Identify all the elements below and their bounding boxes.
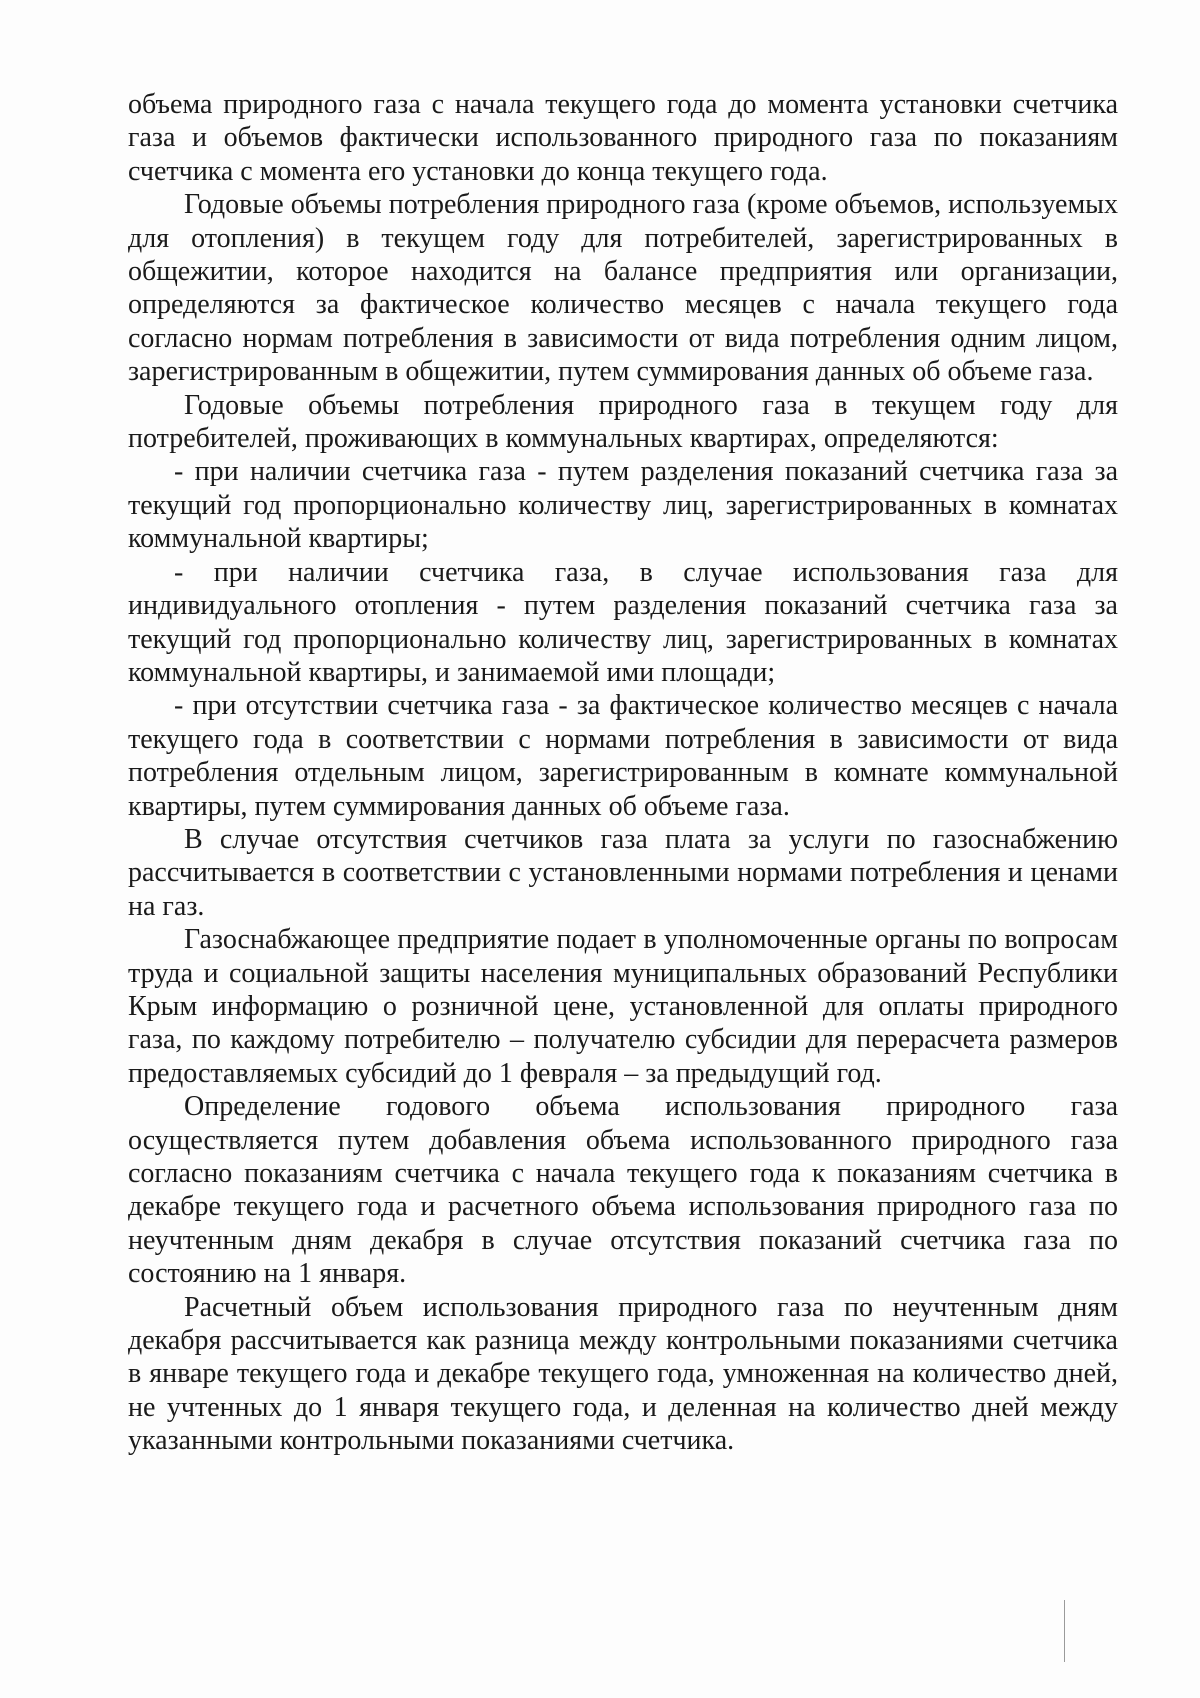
scan-artifact-line <box>1064 1600 1065 1662</box>
list-item-meter: - при наличии счетчика газа - путем разделения показаний счетчика газа за текущий год пропорционально количеству лиц, зарегистрированных в комнатах коммунальной квартиры; <box>128 456 1118 555</box>
paragraph-calculated-volume: Расчетный объем использования природного газа по неучтенным дням декабря рассчитывается как разница между контрольными показаниями счетчика в январе текущего года и декабре текущего года, умноженная на количество дней, не учтенных до 1 января текущего года, и деленная на количество дней между указанными контрольными показаниями счетчика. <box>128 1291 1118 1457</box>
paragraph-dormitory: Годовые объемы потребления природного газа (кроме объемов, используемых для отопления) в текущем году для потребителей, зарегистрированных в общежитии, которое находится на балансе предприятия или организации, определяются за фактическое количество месяцев с начала текущего года согласно нормам потребления в зависимости от вида потребления одним лицом, зарегистрированным в общежитии, путем суммирования данных об объеме газа. <box>128 189 1118 388</box>
paragraph-supplier-info: Газоснабжающее предприятие подает в уполномоченные органы по вопросам труда и социальной защиты населения муниципальных образований Республики Крым информацию о розничной цене, установленной для оплаты природного газа, по каждому потребителю – получателю субсидии для перерасчета размеров предоставляемых субсидий до 1 февраля – за предыдущий год. <box>128 924 1118 1089</box>
list-item-meter-heating: - при наличии счетчика газа, в случае использования газа для индивидуального отопления - путем разделения показаний счетчика газа за текущий год пропорционально количеству лиц, зарегистрированных в комнатах коммунальной квартиры, и занимаемой ими площади; <box>128 556 1118 688</box>
document-body <box>128 88 1118 1458</box>
paragraph-annual-volume: Определение годового объема использования природного газа осуществляется путем добавления объема использованного природного газа согласно показаниям счетчика с начала текущего года к показаниям счетчика в декабре текущего года и расчетного объема использования природного газа по неучтенным дням декабря в случае отсутствия показаний счетчика газа по состоянию на 1 января. <box>128 1091 1118 1290</box>
paragraph-no-meters-payment: В случае отсутствия счетчиков газа плата за услуги по газоснабжению рассчитывается в соответствии с установленными нормами потребления и ценами на газ. <box>128 823 1118 922</box>
paragraph-communal-intro: Годовые объемы потребления природного газа в текущем году для потребителей, проживающих в коммунальных квартирах, определяются: <box>128 389 1118 455</box>
paragraph-continuation: объема природного газа с начала текущего года до момента установки счетчика газа и объемов фактически использованного природного газа по показаниям счетчика с момента его установки до конца текущего года. <box>128 89 1118 187</box>
list-item-no-meter: - при отсутствии счетчика газа - за фактическое количество месяцев с начала текущего года в соответствии с нормами потребления в зависимости от вида потребления отдельным лицом, зарегистрированным в комнате коммунальной квартиры, путем суммирования данных об объеме газа. <box>128 690 1118 822</box>
